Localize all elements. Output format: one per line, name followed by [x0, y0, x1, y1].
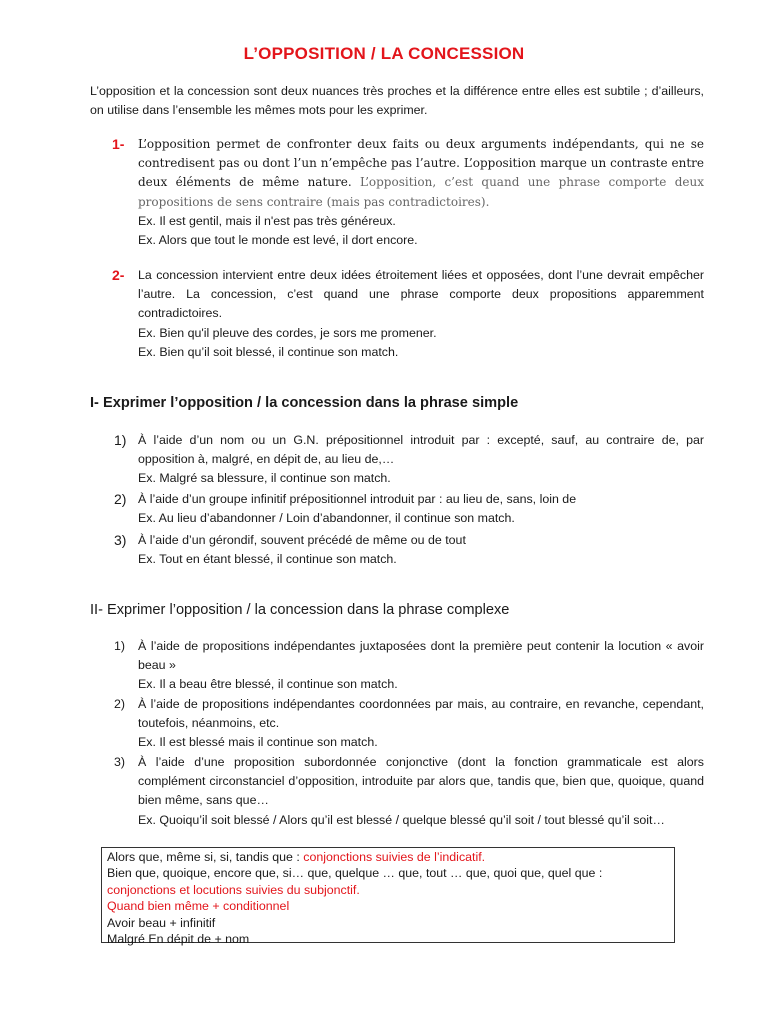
item-example: Ex. Quoiqu’il soit blessé / Alors qu’il est blessé / quelque blessé qu’il soit / tout blessé qu’il soit… [138, 812, 665, 827]
box-line-1-red: conjonctions suivies de l’indicatif. [303, 850, 486, 864]
section-2-text: La concession intervient entre deux idées étroitement liées et opposées, dont l’une devrait empêcher l’autre. La concession, c’est quand une phrase comporte deux propositions apparemment contradictoires. [138, 268, 704, 321]
part-1-item-3 [114, 531, 704, 569]
item-example: Ex. Il a beau être blessé, il continue son match. [138, 677, 398, 692]
part-1-item-2 [114, 490, 704, 528]
section-1-main-text: L’opposition permet de confronter deux faits ou deux arguments indépendants, qui ne se contredisent pas ou dont l’un n’empêche pas l’autre. L’opposition marque un contraste entre deux éléments de même nature. [138, 137, 704, 190]
part-2-heading: II- Exprimer l’opposition / la concession dans la phrase complexe [90, 602, 510, 618]
section-2-example-2: Ex. Bien qu’il soit blessé, il continue son match. [138, 344, 399, 359]
summary-box [101, 847, 675, 947]
section-concession [112, 266, 704, 362]
section-number-1: 1- [112, 136, 125, 152]
part-2-item-3 [114, 753, 704, 830]
section-1-text [138, 135, 704, 212]
item-number: 3) [114, 755, 126, 769]
item-text: À l’aide d’une proposition subordonnée conjonctive (dont la fonction grammaticale est alors complément circonstanciel d’opposition, introduite par alors que, tandis que, bien que, quoique, quand bien même, sans que… [138, 755, 704, 808]
page-title: L’OPPOSITION / LA CONCESSION [243, 44, 525, 63]
item-text: À l’aide d’un nom ou un G.N. prépositionnel introduit par : excepté, sauf, au contraire de, par opposition à, malgré, en dépit de, au lieu de,… [138, 433, 704, 467]
part-2-item-1 [114, 637, 704, 695]
item-example: Ex. Malgré sa blessure, il continue son match. [138, 471, 391, 486]
item-number: 3) [114, 532, 127, 548]
item-example: Ex. Au lieu d’abandonner / Loin d’abandonner, il continue son match. [138, 511, 515, 526]
item-number: 2) [114, 491, 127, 507]
item-text: À l’aide de propositions indépendantes coordonnées par mais, au contraire, en revanche, cependant, toutefois, néanmoins, etc. [138, 697, 704, 731]
section-1-grey-text: L’opposition, c’est quand une phrase comporte deux propositions de sens contraire (mais pas contradictoires). [138, 175, 704, 209]
item-text: À l’aide de propositions indépendantes juxtaposées dont la première peut contenir la locution « avoir beau » [138, 639, 704, 673]
box-line-5: Avoir beau + infinitif [107, 915, 216, 930]
box-line-1-label: Alors que, même si, si, tandis que : [107, 850, 304, 864]
section-number-2: 2- [112, 267, 125, 283]
item-example: Ex. Tout en étant blessé, il continue son match. [138, 552, 397, 567]
item-number: 1) [114, 639, 126, 653]
intro-paragraph: L’opposition et la concession sont deux nuances très proches et la différence entre elles est subtile ; d’ailleurs, on utilise dans l’ensemble les mêmes mots pour les exprimer. [90, 84, 704, 117]
section-opposition [112, 135, 704, 250]
box-line-2: Bien que, quoique, encore que, si… que, quelque … que, tout … que, quoi que, quel que : [107, 866, 603, 881]
section-1-example-1: Ex. Il est gentil, mais il n'est pas très généreux. [138, 213, 396, 228]
box-line-3: conjonctions et locutions suivies du subjonctif. [107, 882, 360, 897]
part-2-item-2 [114, 695, 704, 753]
item-text: À l’aide d’un gérondif, souvent précédé de même ou de tout [138, 533, 466, 547]
item-text: À l’aide d’un groupe infinitif prépositionnel introduit par : au lieu de, sans, loin de [138, 492, 577, 506]
item-example: Ex. Il est blessé mais il continue son match. [138, 735, 378, 750]
item-number: 2) [114, 697, 126, 711]
section-1-example-2: Ex. Alors que tout le monde est levé, il dort encore. [138, 233, 418, 248]
part-1-item-1 [114, 431, 704, 489]
box-line-6: Malgré En dépit de + nom [107, 932, 250, 947]
section-2-example-1: Ex. Bien qu'il pleuve des cordes, je sors me promener. [138, 325, 437, 340]
box-line-1 [107, 849, 674, 865]
box-line-4: Quand bien même + conditionnel [107, 899, 290, 914]
part-1-heading: I- Exprimer l’opposition / la concession dans la phrase simple [90, 395, 519, 411]
item-number: 1) [114, 432, 127, 448]
